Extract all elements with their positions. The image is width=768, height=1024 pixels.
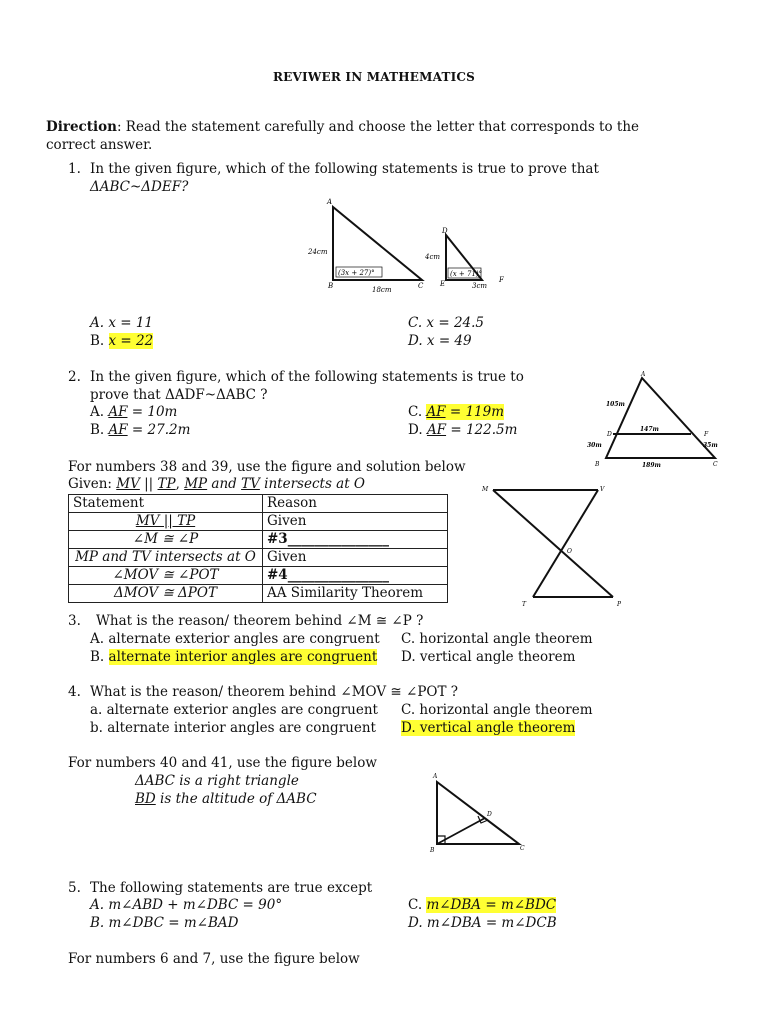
given2-line1: ΔABC is a right triangle [135, 773, 299, 789]
q4-option-d-answer: D. vertical angle theorem [401, 720, 576, 736]
q2-option-b-segment: AF [108, 422, 128, 438]
given-mp: MP [184, 476, 208, 492]
q2-option-c-prefix: C. [408, 404, 423, 420]
vertex-e: E [440, 280, 446, 288]
direction-label: Direction [46, 119, 117, 135]
table-row [69, 513, 448, 531]
label-df: 147m [640, 426, 659, 433]
q1-option-c[interactable]: C. x = 24.5 [408, 315, 484, 331]
q1-option-b-prefix: B. [90, 333, 105, 349]
q1-option-b[interactable] [90, 333, 153, 350]
q2-number: 2. [68, 369, 81, 385]
label-fc: 35m [703, 442, 718, 449]
vertex-c-3: C [520, 845, 525, 852]
given-and: and [207, 476, 242, 492]
given-comma: , [175, 476, 180, 492]
header-reason: Reason [263, 495, 448, 513]
label-bc-2: 189m [642, 462, 661, 469]
q2-option-b-value: = 27.2m [127, 422, 191, 438]
q3-option-b[interactable] [90, 649, 377, 666]
vertex-p: P [617, 601, 622, 608]
vertex-t: T [522, 601, 527, 608]
q3-option-b-answer: alternate interior angles are congruent [108, 649, 378, 665]
vertex-f: F [499, 276, 504, 284]
q2-option-a-value: = 10m [127, 404, 178, 420]
q1-option-d[interactable]: D. x = 49 [408, 333, 472, 349]
q3-option-d[interactable]: D. vertical angle theorem [401, 649, 576, 665]
q2-figure [580, 368, 730, 473]
q4-number: 4. [68, 684, 81, 700]
q2-option-d-prefix: D. [408, 422, 423, 438]
given-tv: TV [241, 476, 260, 492]
vertex-b-3: B [430, 847, 435, 854]
q2-text-2: prove that ΔADF~ΔABC ? [90, 387, 268, 403]
direction [46, 119, 639, 136]
given-tp: TP [157, 476, 176, 492]
q2-option-c-segment: AF [426, 404, 446, 420]
label-ad: 105m [606, 401, 625, 408]
q3-option-c[interactable]: C. horizontal angle theorem [401, 631, 593, 647]
q3-option-a[interactable]: A. alternate exterior angles are congruent [90, 631, 380, 647]
q5-option-a[interactable]: A. m∠ABD + m∠DBC = 90° [90, 897, 283, 913]
q2-option-b-prefix: B. [90, 422, 105, 438]
label-ab: 24cm [308, 248, 328, 256]
statement-3: MP and TV intersects at O [69, 549, 263, 567]
q5-option-c-prefix: C. [408, 897, 423, 913]
given-mv: MV [116, 476, 140, 492]
label-bc: 18cm [372, 286, 392, 294]
intro-6-7: For numbers 6 and 7, use the figure below [68, 951, 360, 967]
segment-mp [493, 490, 613, 597]
direction-text: : Read the statement carefully and choose the letter that corresponds to the [116, 119, 640, 135]
given-parallel: || [139, 476, 158, 492]
header-statement: Statement [69, 495, 263, 513]
q2-text: In the given figure, which of the following statements is true to [90, 369, 524, 385]
q1-option-a[interactable]: A. x = 11 [90, 315, 154, 331]
table-row [69, 567, 448, 585]
q1-option-b-answer: x = 22 [108, 333, 154, 349]
page-title: REVIWER IN MATHEMATICS [273, 70, 476, 84]
statement-5: ΔMOV ≅ ΔPOT [69, 585, 263, 603]
vertex-c-2: C [713, 461, 718, 468]
q4-option-d[interactable] [401, 720, 575, 737]
q2-option-a-prefix: A. [90, 404, 105, 420]
table-row [69, 549, 448, 567]
label-angle-e: (x + 71)° [450, 270, 483, 278]
statement-2: ∠M ≅ ∠P [69, 531, 263, 549]
q2-option-d-segment: AF [426, 422, 447, 438]
table-row [69, 531, 448, 549]
vertex-b: B [328, 282, 334, 290]
given-label: Given: [68, 476, 112, 492]
q5-option-d[interactable]: D. m∠DBA = m∠DCB [408, 915, 557, 931]
reason-5: AA Similarity Theorem [263, 585, 448, 603]
triangle-abc-2 [606, 378, 715, 458]
vertex-d: D [442, 227, 448, 235]
vertex-d-2: D [607, 431, 612, 438]
q4-option-b[interactable]: b. alternate interior angles are congruent [90, 720, 376, 736]
table-row [69, 585, 448, 603]
intro-38-39: For numbers 38 and 39, use the figure and solution below [68, 459, 466, 475]
q4-text: What is the reason/ theorem behind ∠MOV ≅ ∠POT ? [90, 684, 459, 700]
direction-text-2: correct answer. [46, 137, 153, 153]
label-ef: 3cm [472, 282, 488, 290]
vertex-f-2: F [704, 431, 709, 438]
q3-number: 3. [68, 613, 81, 629]
label-angle-b: (3x + 27)° [338, 269, 375, 277]
vertex-v: V [600, 486, 605, 493]
hourglass-figure [478, 480, 638, 612]
q1-number: 1. [68, 161, 81, 177]
vertex-a-2: A [641, 371, 646, 378]
q4-option-c[interactable]: C. horizontal angle theorem [401, 702, 593, 718]
reason-2-blank[interactable]: #3_______________ [263, 531, 448, 549]
triangle-abc-3 [437, 782, 519, 844]
q2-option-d-value: = 122.5m [446, 422, 518, 438]
segment-vt [533, 490, 598, 597]
label-db: 30m [587, 442, 602, 449]
proof-table-header [69, 495, 448, 513]
vertex-d-3: D [487, 811, 492, 818]
vertex-b-2: B [595, 461, 600, 468]
q3-text: What is the reason/ theorem behind ∠M ≅ ∠P ? [96, 613, 424, 629]
q2-option-a[interactable] [90, 404, 177, 421]
q2-option-b[interactable] [90, 422, 190, 439]
q2-option-c-value: = 119m [445, 404, 505, 420]
q2-option-d[interactable] [408, 422, 517, 439]
vertex-c: C [418, 282, 424, 290]
statement-4: ∠MOV ≅ ∠POT [69, 567, 263, 585]
q5-number: 5. [68, 880, 81, 896]
right-triangle-figure [425, 772, 535, 854]
statement-1: MV || TP [69, 513, 263, 531]
given2-line2-text: is the altitude of ΔABC [155, 791, 317, 807]
q5-option-c-answer: m∠DBA = m∠BDC [426, 897, 557, 913]
q2-option-c[interactable] [408, 404, 504, 421]
q1-text: In the given figure, which of the following statements is true to prove that [90, 161, 599, 177]
vertex-o: O [567, 548, 572, 555]
given-line [68, 476, 365, 493]
q4-option-a[interactable]: a. alternate exterior angles are congruent [90, 702, 378, 718]
reason-1: Given [263, 513, 448, 531]
q5-option-c[interactable] [408, 897, 556, 914]
reason-3: Given [263, 549, 448, 567]
label-de: 4cm [425, 253, 441, 261]
given2-bd: BD [135, 791, 156, 807]
given-rest: intersects at O [259, 476, 366, 492]
q5-option-b[interactable]: B. m∠DBC = m∠BAD [90, 915, 239, 931]
vertex-a-3: A [433, 773, 438, 780]
q3-option-b-prefix: B. [90, 649, 105, 665]
q1-text-2: ΔABC~ΔDEF? [90, 179, 189, 195]
q2-option-a-segment: AF [108, 404, 128, 420]
proof-table [68, 494, 448, 603]
q5-text: The following statements are true except [90, 880, 373, 896]
altitude-bd [437, 818, 485, 844]
vertex-m: M [482, 486, 489, 493]
vertex-a: A [327, 198, 333, 206]
intro-40-41: For numbers 40 and 41, use the figure below [68, 755, 377, 771]
given2-line2 [135, 791, 317, 808]
reason-4-blank[interactable]: #4_______________ [263, 567, 448, 585]
q1-figure [300, 195, 520, 300]
